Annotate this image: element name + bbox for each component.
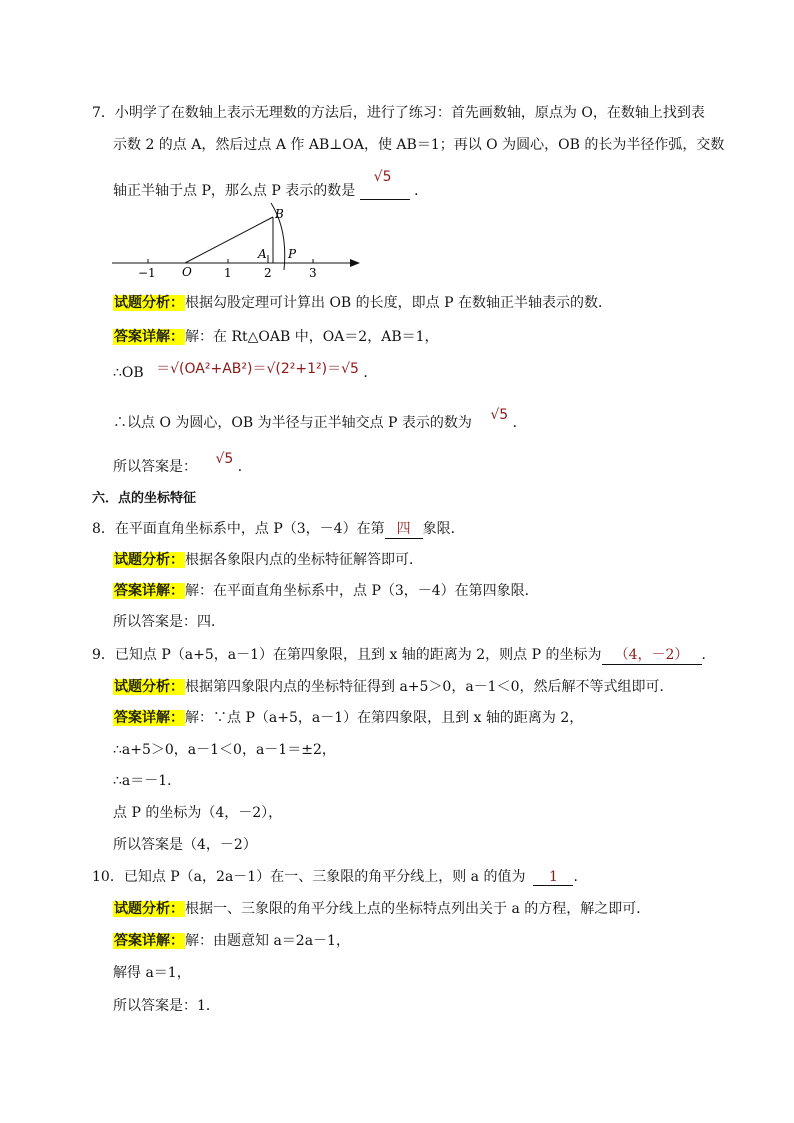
analysis-tag: 试题分析： bbox=[114, 901, 184, 917]
q10-detail2: 解得 a＝1， bbox=[113, 965, 191, 981]
q10-stem-pre: 10．已知点 P（a，2a－1）在一、三象限的角平分线上，则 a 的值为 bbox=[92, 869, 526, 885]
q7-detail-text: 解：在 Rt△OAB 中，OA＝2，AB＝1， bbox=[185, 329, 439, 345]
q8-detail-text: 解：在平面直角坐标系中，点 P（3，－4）在第四象限． bbox=[185, 583, 539, 599]
q9-stem-pre: 9．已知点 P（a+5，a－1）在第四象限，且到 x 轴的距离为 2，则点 P 的坐标为 bbox=[92, 647, 602, 663]
q7-conclusion bbox=[113, 451, 252, 476]
q8-analysis bbox=[113, 549, 423, 569]
q9-conclusion: 所以答案是（4，－2） bbox=[113, 837, 257, 853]
analysis-tag: 试题分析： bbox=[114, 552, 184, 568]
q10-analysis-text: 根据一、三象限的角平分线上点的坐标特点列出关于 a 的方程，解之即可． bbox=[185, 901, 651, 917]
q8-answer: 四 bbox=[385, 518, 423, 539]
detail-tag: 答案详解： bbox=[114, 583, 184, 599]
q9-analysis-text: 根据第四象限内点的坐标特征得到 a+5＞0，a－1＜0，然后解不等式组即可． bbox=[185, 679, 674, 695]
q7-detail3-pre: ∴以点 O 为圆心，OB 为半径与正半轴交点 P 表示的数为 bbox=[113, 415, 472, 431]
section-heading: 六．点的坐标特征 bbox=[92, 491, 197, 506]
q7-detail3-post: ． bbox=[512, 415, 527, 431]
q7-stem-line2: 示数 2 的点 A，然后过点 A 作 AB⊥OA，使 AB＝1；再以 O 为圆心，OB 的长为半径作弧，交数 bbox=[113, 137, 725, 153]
q9-detail bbox=[113, 707, 583, 727]
detail-tag: 答案详解： bbox=[114, 933, 184, 949]
label-O: O bbox=[182, 265, 192, 279]
q8-analysis-text: 根据各象限内点的坐标特征解答即可． bbox=[185, 552, 423, 568]
q10-stem bbox=[92, 866, 587, 886]
q8-stem-pre: 8．在平面直角坐标系中，点 P（3，－4）在第 bbox=[92, 521, 385, 537]
q9-stem bbox=[92, 644, 716, 665]
q9-detail2: ∴a+5＞0，a－1＜0，a－1＝±2， bbox=[113, 742, 336, 758]
tick-label-3: 3 bbox=[309, 266, 317, 280]
q8-detail bbox=[113, 580, 539, 600]
analysis-tag: 试题分析： bbox=[114, 679, 184, 695]
q7-detail2 bbox=[113, 362, 377, 382]
analysis-tag: 试题分析： bbox=[114, 295, 184, 311]
label-B: B bbox=[275, 207, 284, 221]
q7-conclusion-val: √5 bbox=[215, 451, 234, 467]
q10-answer: 1 bbox=[533, 869, 573, 886]
detail-tag: 答案详解： bbox=[114, 710, 184, 726]
q7-detail bbox=[113, 326, 439, 346]
q9-detail4: 点 P 的坐标为（4，－2）， bbox=[113, 805, 283, 821]
q10-detail-text: 解：由题意知 a＝2a－1， bbox=[185, 933, 350, 949]
q7-analysis-text: 根据勾股定理可计算出 OB 的长度，即点 P 在数轴正半轴表示的数． bbox=[185, 295, 612, 311]
q9-detail3: ∴a＝－1． bbox=[113, 773, 182, 789]
q7-answer-blank bbox=[360, 169, 410, 200]
tick-label-1: 1 bbox=[224, 266, 232, 280]
q8-stem bbox=[92, 518, 465, 539]
q7-stem-line3 bbox=[113, 169, 429, 200]
number-line-figure bbox=[110, 200, 360, 285]
q7-detail2-pre: ∴OB bbox=[113, 365, 144, 381]
q7-stem-end: ． bbox=[414, 183, 429, 199]
label-A: A bbox=[258, 247, 267, 261]
q10-detail bbox=[113, 930, 350, 950]
q8-conclusion: 所以答案是：四． bbox=[113, 614, 225, 630]
q8-stem-post: 象限． bbox=[422, 521, 465, 537]
q7-detail3 bbox=[113, 407, 527, 432]
detail-tag: 答案详解： bbox=[114, 329, 184, 345]
q7-detail3-val: √5 bbox=[490, 407, 509, 423]
q9-answer: （4，－2） bbox=[602, 644, 702, 665]
q10-analysis bbox=[113, 898, 650, 918]
q7-conclusion-post: ． bbox=[237, 459, 252, 475]
q7-stem-text: 轴正半轴于点 P，那么点 P 表示的数是 bbox=[113, 183, 356, 199]
q7-detail2-formula: ＝√(OA²+AB²)＝√(2²+1²)＝√5 bbox=[156, 361, 359, 377]
q9-analysis bbox=[113, 676, 674, 696]
q7-detail2-post: ． bbox=[363, 365, 378, 381]
q9-stem-post: ． bbox=[701, 647, 716, 663]
q7-conclusion-pre: 所以答案是： bbox=[113, 459, 197, 475]
q7-analysis bbox=[113, 292, 612, 312]
tick-label-2: 2 bbox=[264, 266, 272, 280]
q10-conclusion: 所以答案是：1． bbox=[113, 998, 220, 1014]
q7-answer: √5 bbox=[373, 169, 392, 185]
axis-arrow-icon bbox=[350, 259, 360, 267]
q9-detail-text: 解：∵点 P（a+5，a－1）在第四象限，且到 x 轴的距离为 2， bbox=[185, 710, 584, 726]
label-P: P bbox=[288, 247, 297, 261]
q7-stem-line1: 7．小明学了在数轴上表示无理数的方法后，进行了练习：首先画数轴，原点为 O，在数轴上找到表 bbox=[92, 105, 705, 121]
q10-stem-post: ． bbox=[573, 869, 588, 885]
tick-label-neg1: −1 bbox=[138, 266, 156, 280]
